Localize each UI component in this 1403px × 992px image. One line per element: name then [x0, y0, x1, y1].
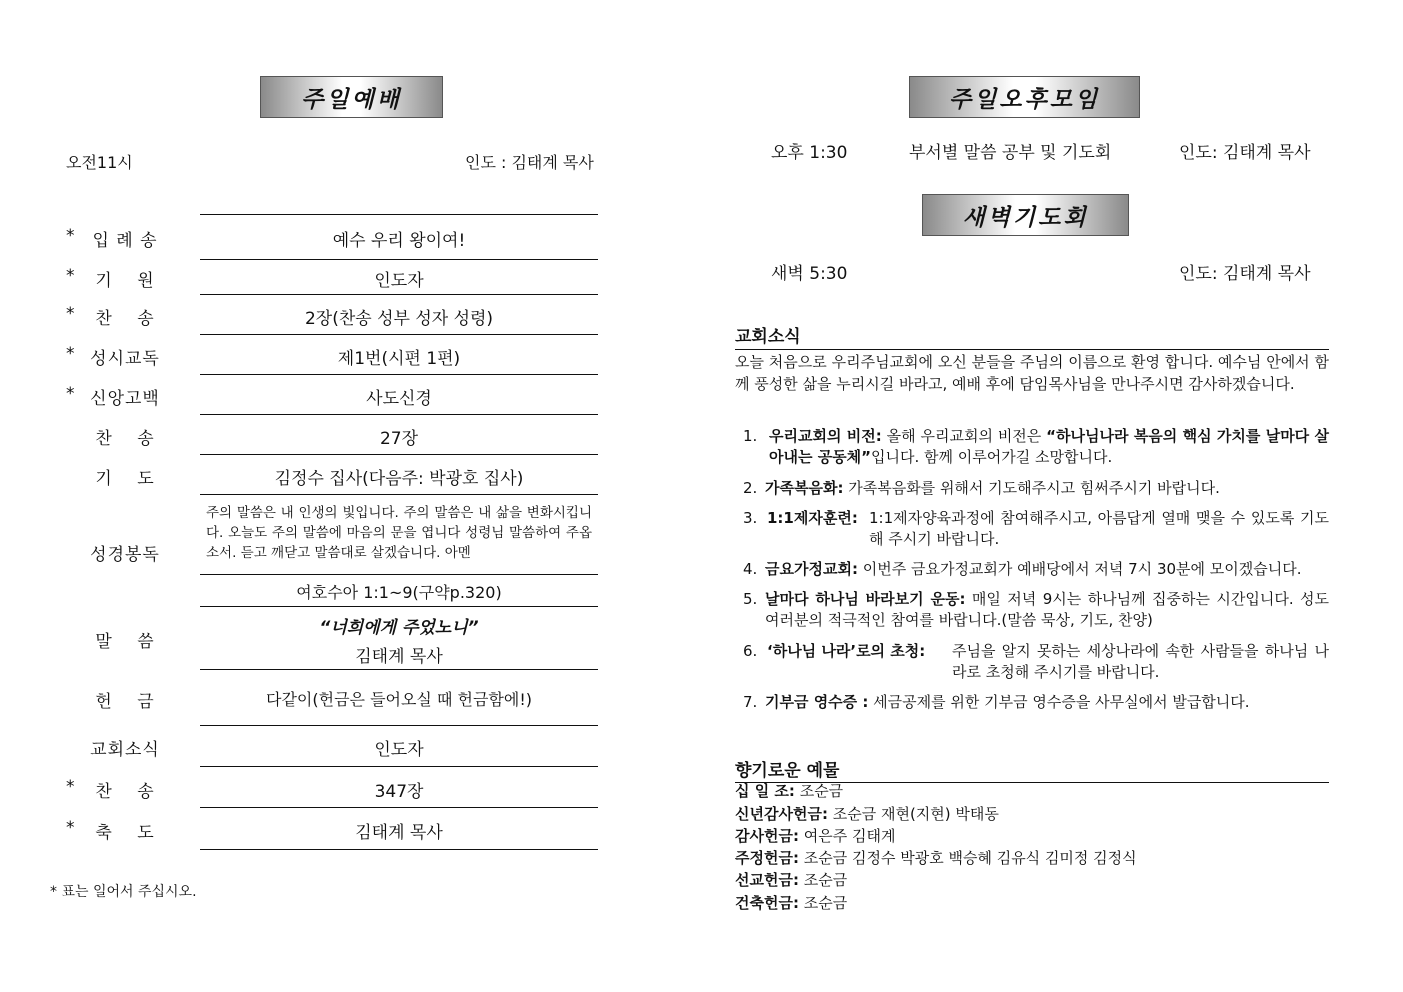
afternoon-banner: 주일오후모임 [909, 76, 1140, 118]
news-item: 1. 우리교회의 비전: 올해 우리교회의 비전은 “하나님나라 복음의 핵심 가치를 날마다 살아내는 공동체”입니다. 함께 이루어가길 소망합니다. [743, 427, 1329, 466]
news-intro: 오늘 처음으로 우리주님교회에 오신 분들을 주님의 이름으로 환영 합니다. 예수님 안에서 함께 풍성한 삶을 누리시길 바라고, 예배 후에 담임목사님을 만나주시면 감사하겠습니다. [735, 353, 1329, 393]
scripture-reference: 여호수아 1:1~9(구약p.320) [296, 583, 502, 602]
order-value: 인도자 [374, 740, 424, 760]
scripture-prayer: 주의 말씀은 내 인생의 빛입니다. 주의 말씀은 내 삶을 변화시킵니다. 오늘도 주의 말씀에 마음의 문을 엽니다 성령님 말씀하여 주옵소서. 듣고 깨닫고 말씀대로 살겠습니다. 아멘 [206, 505, 592, 561]
news-title: 교회소식 [735, 322, 1329, 350]
news-item: 2. 가족복음화: 가족복음화를 위해서 기도해주시고 힘써주시기 바랍니다. [743, 479, 1220, 497]
order-value: 347장 [374, 782, 424, 802]
offering-value: 다같이(헌금은 들어오실 때 헌금함에!) [266, 690, 532, 709]
order-value: 제1번(시편 1편) [337, 349, 461, 369]
dawn-time: 새벽 5:30 [771, 264, 848, 284]
order-label: 기 도 [95, 469, 155, 489]
order-label: * 찬 송 [66, 304, 155, 329]
order-label: * 신앙고백 [66, 384, 160, 409]
sermon-title: “너희에게 주었노니” [319, 618, 479, 638]
order-value: 김정수 집사(다음주: 박광호 집사) [274, 469, 524, 489]
dawn-leader: 인도: 김태계 목사 [1179, 264, 1311, 284]
order-value: 김태계 목사 [355, 823, 443, 843]
offering-line: 선교헌금: 조순금 [735, 871, 848, 889]
news-item: 7. 기부금 영수증 : 세금공제를 위한 기부금 영수증을 사무실에서 발급합니다. [743, 693, 1250, 711]
offering-line: 감사헌금: 여은주 김태계 [735, 827, 896, 845]
service-leader: 인도 : 김태계 목사 [465, 153, 594, 172]
service-time: 오전11시 [66, 153, 133, 172]
news-item: 3. 1:1제자훈련: 1:1제자양육과정에 참여해주시고, 아름답게 열매 맺을 수 있도록 기도해 주시기 바랍니다. [743, 509, 1329, 548]
news-item: 4. 금요가정교회: 이번주 금요가정교회가 예배당에서 저녁 7시 30분에 모이겠습니다. [743, 560, 1302, 578]
offerings-title: 향기로운 예물 [735, 756, 1329, 783]
order-label: * 축 도 [66, 818, 155, 843]
order-value: 인도자 [374, 271, 424, 291]
order-label: * 찬 송 [66, 777, 155, 802]
order-value: 27장 [379, 429, 419, 449]
offering-line: 건축헌금: 조순금 [735, 894, 848, 912]
news-item: 6. ‘하나님 나라’로의 초청: 주님을 알지 못하는 세상나라에 속한 사람들을 하나님 나라로 초청해 주시기를 바랍니다. [743, 642, 1329, 681]
order-value: 2장(찬송 성부 성자 성령) [304, 309, 494, 329]
order-label: 찬 송 [95, 429, 155, 449]
scripture-label: 성경봉독 [90, 545, 160, 565]
order-label: * 기 원 [66, 266, 155, 291]
news-item: 5. 날마다 하나님 바라보기 운동: 매일 저녁 9시는 하나님께 집중하는 시간입니다. 성도 여러분의 적극적인 참여를 바랍니다.(말씀 묵상, 기도, 찬양) [743, 590, 1329, 629]
order-label: * 성시교독 [66, 344, 160, 369]
afternoon-desc: 부서별 말씀 공부 및 기도회 [909, 143, 1112, 163]
order-label: 교회소식 [90, 740, 160, 760]
order-value: 예수 우리 왕이여! [332, 231, 466, 251]
sermon-label: 말 씀 [95, 632, 155, 652]
footnote: * 표는 일어서 주십시오. [50, 884, 197, 900]
afternoon-time: 오후 1:30 [771, 143, 848, 163]
sermon-preacher: 김태계 목사 [355, 647, 443, 667]
order-value: 사도신경 [366, 389, 432, 409]
offering-label: 헌 금 [95, 692, 155, 712]
offering-line: 신년감사헌금: 조순금 재현(지현) 박태동 [735, 805, 999, 823]
order-label: * 입 례 송 [66, 226, 158, 251]
offering-line: 주정헌금: 조순금 김정수 박광호 백승혜 김유식 김미정 김정식 [735, 849, 1137, 867]
afternoon-leader: 인도: 김태계 목사 [1179, 143, 1311, 163]
dawn-banner: 새벽기도회 [922, 194, 1129, 236]
offering-line: 십 일 조: 조순금 [735, 782, 844, 800]
worship-banner: 주일예배 [260, 76, 443, 118]
divider [200, 214, 598, 215]
